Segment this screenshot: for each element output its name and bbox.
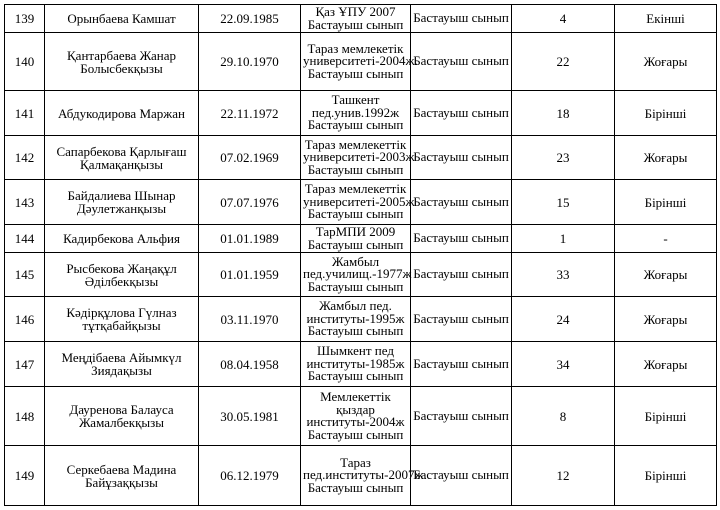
cell-birth-date: 01.01.1959 [199, 253, 301, 297]
table-row [5, 253, 717, 297]
cell-row-number: 149 [5, 446, 45, 506]
cell-subject: Бастауыш сынып [411, 387, 512, 446]
cell-qualification-category: Екінші [615, 5, 717, 33]
cell-education: ТарМПИ 2009 Бастауыш сынып [301, 225, 411, 253]
cell-birth-date: 03.11.1970 [199, 297, 301, 342]
cell-full-name: Сапарбекова Қарлығаш Қалмақанқызы [45, 136, 199, 180]
cell-birth-date: 30.05.1981 [199, 387, 301, 446]
cell-experience-years: 4 [512, 5, 615, 33]
table-row [5, 387, 717, 446]
cell-row-number: 142 [5, 136, 45, 180]
cell-experience-years: 34 [512, 342, 615, 387]
cell-birth-date: 29.10.1970 [199, 33, 301, 91]
cell-experience-years: 18 [512, 91, 615, 136]
cell-row-number: 146 [5, 297, 45, 342]
cell-education: Жамбыл пед. институты-1995ж Бастауыш сынып [301, 297, 411, 342]
cell-qualification-category: Жоғары [615, 136, 717, 180]
table-row [5, 297, 717, 342]
cell-subject: Бастауыш сынып [411, 225, 512, 253]
table-row [5, 225, 717, 253]
cell-qualification-category: Жоғары [615, 342, 717, 387]
cell-qualification-category: Бірінші [615, 180, 717, 225]
cell-row-number: 147 [5, 342, 45, 387]
cell-education: Ташкент пед.унив.1992ж Бастауыш сынып [301, 91, 411, 136]
table-row [5, 5, 717, 33]
cell-row-number: 148 [5, 387, 45, 446]
cell-row-number: 139 [5, 5, 45, 33]
cell-education: Қаз ҰПУ 2007 Бастауыш сынып [301, 5, 411, 33]
cell-education: Шымкент пед институты-1985ж Бастауыш сынып [301, 342, 411, 387]
cell-education: Жамбыл пед.училищ.-1977ж Бастауыш сынып [301, 253, 411, 297]
cell-full-name: Абдукодирова Маржан [45, 91, 199, 136]
cell-qualification-category: Бірінші [615, 446, 717, 506]
cell-experience-years: 15 [512, 180, 615, 225]
cell-row-number: 140 [5, 33, 45, 91]
cell-birth-date: 22.09.1985 [199, 5, 301, 33]
cell-education: Тараз мемлекеттік университеті-2005ж Бастауыш сынып [301, 180, 411, 225]
cell-subject: Бастауыш сынып [411, 91, 512, 136]
cell-birth-date: 07.02.1969 [199, 136, 301, 180]
cell-full-name: Дауренова Балауса Жамалбекқызы [45, 387, 199, 446]
cell-full-name: Меңдібаева Айымкүл Зиядақызы [45, 342, 199, 387]
cell-experience-years: 23 [512, 136, 615, 180]
table-row [5, 136, 717, 180]
cell-qualification-category: Жоғары [615, 297, 717, 342]
table-row [5, 91, 717, 136]
cell-row-number: 145 [5, 253, 45, 297]
cell-full-name: Серкебаева Мадина Байұзаққызы [45, 446, 199, 506]
cell-experience-years: 22 [512, 33, 615, 91]
cell-full-name: Рысбекова Жаңақұл Әділбекқызы [45, 253, 199, 297]
cell-qualification-category: Жоғары [615, 253, 717, 297]
table-row [5, 342, 717, 387]
cell-subject: Бастауыш сынып [411, 253, 512, 297]
cell-subject: Бастауыш сынып [411, 446, 512, 506]
cell-subject: Бастауыш сынып [411, 297, 512, 342]
cell-birth-date: 22.11.1972 [199, 91, 301, 136]
cell-education: Тараз мемлекетік университеті-2004ж. Бастауыш сынып [301, 33, 411, 91]
cell-education: Мемлекеттік қыздар институты-2004ж Бастауыш сынып [301, 387, 411, 446]
cell-full-name: Кәдірқұлова Гүлназ тұтқабайқызы [45, 297, 199, 342]
cell-row-number: 141 [5, 91, 45, 136]
cell-birth-date: 08.04.1958 [199, 342, 301, 387]
cell-qualification-category: - [615, 225, 717, 253]
cell-qualification-category: Бірінші [615, 387, 717, 446]
document-page [4, 4, 717, 506]
cell-experience-years: 8 [512, 387, 615, 446]
cell-experience-years: 12 [512, 446, 615, 506]
cell-full-name: Қантарбаева Жанар Болысбекқызы [45, 33, 199, 91]
cell-subject: Бастауыш сынып [411, 136, 512, 180]
cell-row-number: 143 [5, 180, 45, 225]
table-row [5, 33, 717, 91]
cell-experience-years: 33 [512, 253, 615, 297]
table-row [5, 446, 717, 506]
cell-full-name: Кадирбекова Альфия [45, 225, 199, 253]
cell-subject: Бастауыш сынып [411, 33, 512, 91]
cell-full-name: Байдалиева Шынар Дәулетжанқызы [45, 180, 199, 225]
cell-experience-years: 1 [512, 225, 615, 253]
cell-birth-date: 07.07.1976 [199, 180, 301, 225]
cell-subject: Бастауыш сынып [411, 180, 512, 225]
teachers-table [4, 4, 717, 506]
cell-birth-date: 06.12.1979 [199, 446, 301, 506]
table-row [5, 180, 717, 225]
cell-subject: Бастауыш сынып [411, 342, 512, 387]
cell-subject: Бастауыш сынып [411, 5, 512, 33]
cell-birth-date: 01.01.1989 [199, 225, 301, 253]
cell-education: Тараз мемлекеттік университеті-2003ж Бастауыш сынып [301, 136, 411, 180]
cell-education: Тараз пед.институты-2007ж. Бастауыш сынып [301, 446, 411, 506]
cell-qualification-category: Жоғары [615, 33, 717, 91]
cell-experience-years: 24 [512, 297, 615, 342]
cell-qualification-category: Бірінші [615, 91, 717, 136]
cell-row-number: 144 [5, 225, 45, 253]
cell-full-name: Орынбаева Камшат [45, 5, 199, 33]
